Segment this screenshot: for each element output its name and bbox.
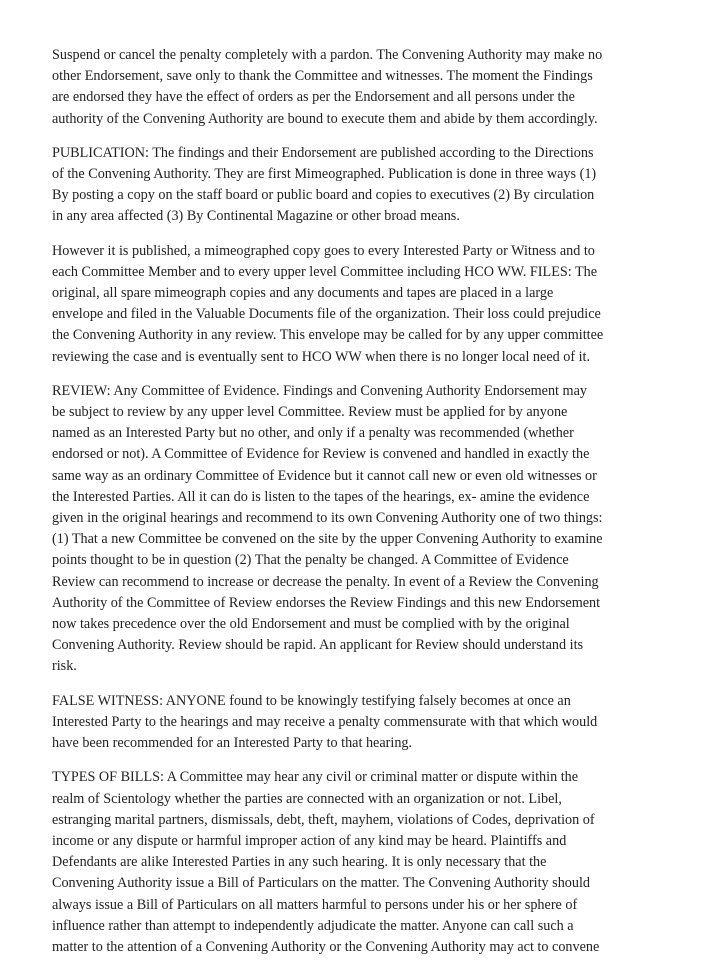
text-line: Authority of the Committee of Review endorses the Review Findings and this new Endorsement [52, 594, 601, 611]
text-line: authority of the Convening Authority are bound to execute them and abide by them accordingly. [52, 110, 598, 127]
text-line: By posting a copy on the staff board or public board and copies to executives (2) By circulation [52, 187, 595, 204]
text-line: Defendants are alike Interested Parties in any such hearing. It is only necessary that the [52, 854, 547, 871]
paragraph-false-witness [52, 691, 692, 755]
text-line: each Committee Member and to every upper level Committee including HCO WW. FILES: The [52, 263, 598, 280]
text-line: income or any dispute or harmful improper action of any kind may be heard. Plaintiffs and [52, 832, 567, 849]
text-line: However it is published, a mimeographed copy goes to every Interested Party or Witness and to [52, 242, 595, 259]
text-line: now takes precedence over the old Endorsement and must be complied with by the original [52, 616, 570, 633]
text-line: the Convening Authority in any review. This envelope may be called for by any upper committee [52, 327, 604, 344]
text-line: matter to the attention of a Convening Authority or the Convening Authority may act to convene [52, 938, 600, 955]
paragraph-files [52, 241, 692, 368]
text-line: (1) That a new Committee be convened on the site by the upper Convening Authority to examine [52, 531, 603, 548]
text-line: influence rather than attempt to independently adjudicate the matter. Anyone can call such a [52, 917, 574, 934]
text-line: Convening Authority. Review should be rapid. An applicant for Review should understand its [52, 637, 584, 654]
text-line: Convening Authority issue a Bill of Particulars on the matter. The Convening Authority should [52, 875, 591, 892]
document-page [52, 45, 692, 971]
text-line: always issue a Bill of Particulars on all matters harmful to persons under his or her sphere of [52, 896, 578, 913]
text-line: have been recommended for an Interested Party to that hearing. [52, 735, 413, 752]
text-line: original, all spare mimeograph copies and any documents and tapes are placed in a large [52, 285, 554, 302]
text-line: the Interested Parties. All it can do is listen to the tapes of the hearings, ex- amine the evidence [52, 488, 590, 505]
text-line: same way as an ordinary Committee of Evidence but it cannot call new or even old witnesses or [52, 467, 597, 484]
text-line: Interested Party to the hearings and may receive a penalty commensurate with that which would [52, 713, 598, 730]
paragraph-publication [52, 143, 692, 228]
text-line: in any area affected (3) By Continental Magazine or other broad means. [52, 208, 460, 225]
text-line: given in the original hearings and recommend to its own Convening Authority one of two things: [52, 510, 603, 527]
text-line: points thought to be in question (2) That the penalty be changed. A Committee of Evidence [52, 552, 569, 569]
paragraph-pardon [52, 45, 692, 130]
paragraph-types-of-bills [52, 767, 692, 958]
text-line: endorsed or not). A Committee of Evidence for Review is convened and handled in exactly the [52, 446, 590, 463]
text-line: are endorsed they have the effect of orders as per the Endorsement and all persons under the [52, 89, 575, 106]
text-line: risk. [52, 658, 77, 675]
text-line: of the Convening Authority. They are first Mimeographed. Publication is done in three ways (1) [52, 166, 597, 183]
text-line: named as an Interested Party but no other, and only if a penalty was recommended (whether [52, 425, 574, 442]
text-line: be subject to review by any upper level Committee. Review must be applied for by anyone [52, 404, 568, 421]
text-line: Suspend or cancel the penalty completely with a pardon. The Convening Authority may make no [52, 47, 603, 63]
text-line: envelope and filed in the Valuable Documents file of the organization. Their loss could prejudice [52, 306, 601, 323]
text-line: other Endorsement, save only to thank the Committee and witnesses. The moment the Findings [52, 68, 593, 85]
text-line: PUBLICATION: The findings and their Endorsement are published according to the Directions [52, 144, 594, 161]
text-line: FALSE WITNESS: ANYONE found to be knowingly testifying falsely becomes at once an [52, 692, 571, 709]
text-line: TYPES OF BILLS: A Committee may hear any civil or criminal matter or dispute within the [52, 769, 579, 786]
text-line: Review can recommend to increase or decrease the penalty. In event of a Review the Convening [52, 573, 599, 590]
paragraph-review [52, 381, 692, 678]
text-line: realm of Scientology whether the parties are connected with an organization or not. Libel, [52, 790, 562, 807]
text-line: reviewing the case and is eventually sent to HCO WW when there is no longer local need of it. [52, 348, 591, 365]
text-line: estranging marital partners, dismissals, debt, theft, mayhem, violations of Codes, deprivation of [52, 811, 595, 828]
text-line: REVIEW: Any Committee of Evidence. Findings and Convening Authority Endorsement may [52, 382, 587, 399]
